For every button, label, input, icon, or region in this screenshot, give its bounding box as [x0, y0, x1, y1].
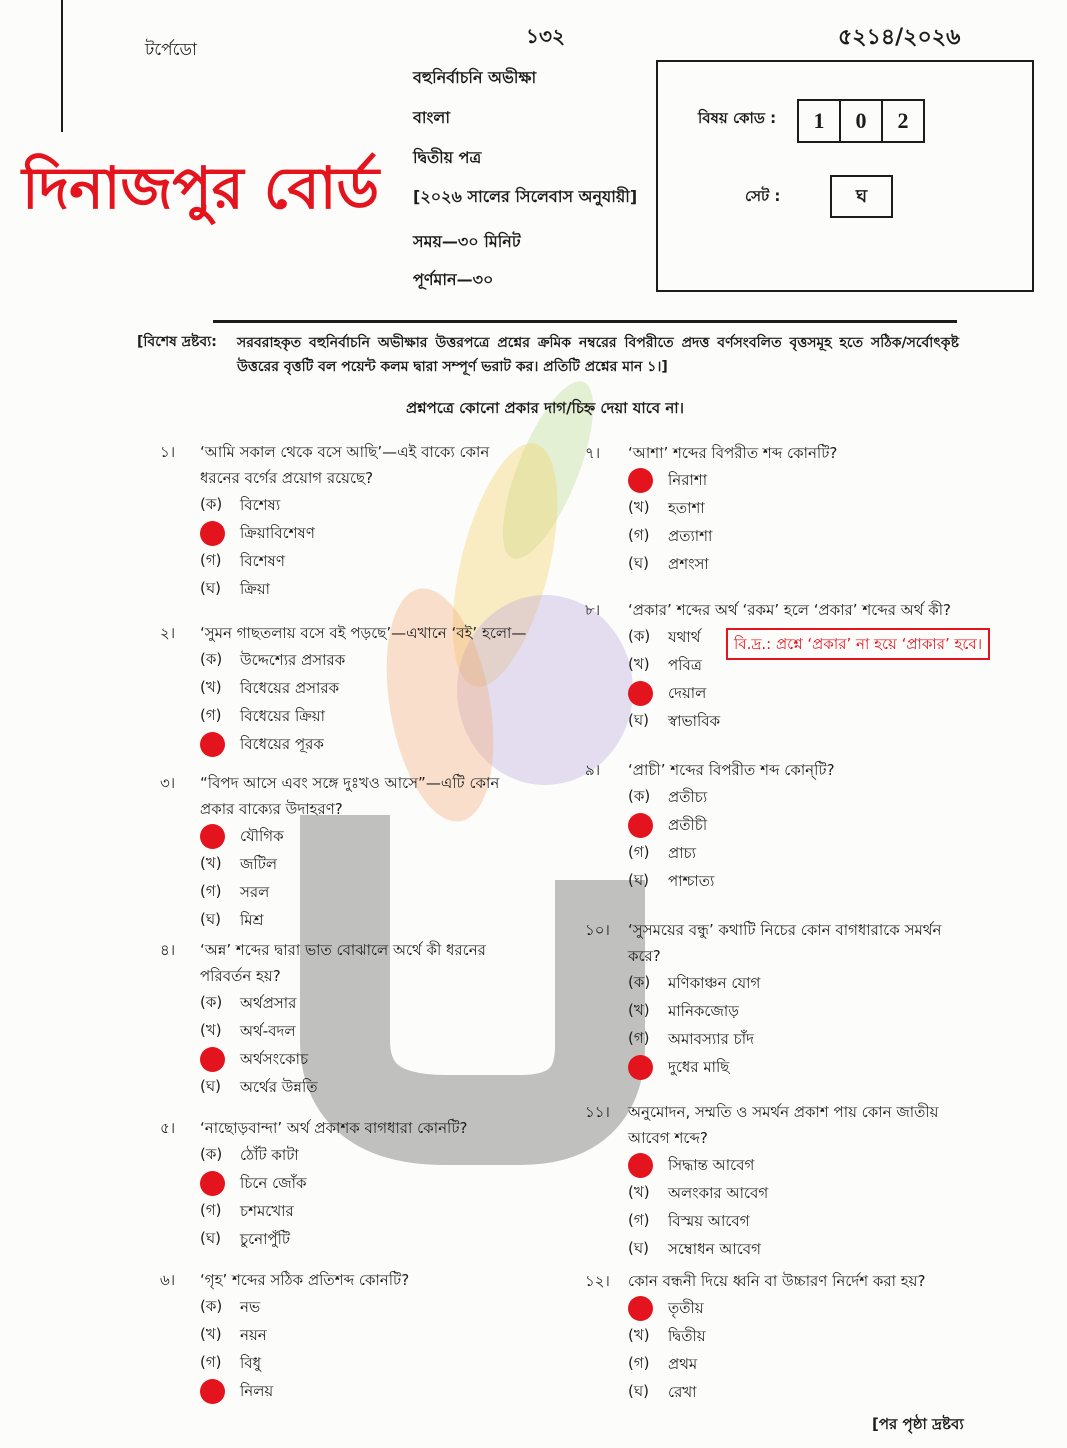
next-page-note: [পর পৃষ্ঠা দ্রষ্টব্য — [872, 1415, 964, 1433]
option-label: (ক) — [200, 992, 223, 1011]
option-text: নিরাশা — [668, 471, 708, 489]
option-label: (গ) — [628, 525, 650, 544]
question-12 — [585, 1268, 973, 1406]
option-row — [200, 1349, 530, 1377]
option-label: (গ) — [200, 1200, 222, 1219]
option-text: প্রতীচ্য — [668, 788, 708, 806]
question-number: ১১। — [585, 1103, 610, 1121]
option-text: মানিকজোড় — [668, 1002, 739, 1020]
option-row — [200, 519, 530, 547]
question-number: ১। — [160, 443, 176, 461]
question-text: ‘সুমন গাছতলায় বসে বই পড়ছে’—এখানে ‘বই’ হলো— — [200, 624, 527, 642]
option-text: বিধু — [240, 1354, 262, 1372]
option-text: দুধের মাছি — [668, 1058, 730, 1076]
question-2 — [160, 620, 530, 758]
option-text: অর্থের উন্নতি — [240, 1078, 318, 1096]
option-text: অর্থ-বদল — [240, 1022, 296, 1040]
question-text: অনুমোদন, সম্মতি ও সমর্থন প্রকাশ পায় কোন জাতীয় আবেগ শব্দে? — [628, 1103, 939, 1147]
subject-code-boxes — [797, 99, 925, 143]
option-label: (ঘ) — [628, 870, 649, 889]
question-number: ২। — [160, 624, 176, 642]
syllabus-note: [২০২৬ সালের সিলেবাস অনুযায়ী] — [413, 187, 638, 206]
question-number: ৮। — [585, 601, 601, 619]
answer-mark-dot — [200, 732, 225, 757]
option-row — [200, 1293, 530, 1321]
option-row — [200, 1141, 530, 1169]
option-label: (গ) — [628, 1028, 650, 1047]
option-text: অর্থসংকোচ — [240, 1050, 309, 1068]
option-text: অলংকার আবেগ — [668, 1184, 769, 1202]
option-row — [200, 1169, 530, 1197]
option-row — [628, 1294, 973, 1322]
question-10 — [585, 917, 973, 1081]
option-label: (ক) — [628, 626, 651, 645]
option-text: নভ — [240, 1298, 261, 1316]
option-row — [200, 850, 530, 878]
option-row — [200, 575, 530, 603]
option-row — [200, 491, 530, 519]
option-label: (খ) — [200, 1020, 222, 1039]
option-label: (গ) — [628, 1353, 650, 1372]
option-text: প্রতীচী — [668, 816, 708, 834]
option-text: মিশ্র — [240, 911, 264, 929]
question-number: ৯। — [585, 761, 601, 779]
exam-type: বহুনির্বাচনি অভীক্ষা — [413, 68, 537, 87]
option-row — [200, 702, 530, 730]
answer-mark-dot — [200, 824, 225, 849]
option-text: নিলয় — [240, 1382, 274, 1400]
question-text: ‘আশা’ শব্দের বিপরীত শব্দ কোনটি? — [628, 444, 838, 462]
option-label: (গ) — [628, 842, 650, 861]
option-label: (গ) — [200, 881, 222, 900]
answer-mark-dot — [200, 1171, 225, 1196]
option-text: হতাশা — [668, 499, 705, 517]
option-text: বিধেয়ের ক্রিয়া — [240, 707, 325, 725]
option-label: (ক) — [200, 1296, 223, 1315]
option-label: (খ) — [200, 677, 222, 696]
instructions-label: [বিশেষ দ্রষ্টব্য: — [137, 334, 217, 350]
option-label: (গ) — [200, 1352, 222, 1371]
option-row — [628, 839, 973, 867]
option-label: (গ) — [628, 1210, 650, 1229]
option-row — [200, 730, 530, 758]
question-11 — [585, 1099, 973, 1263]
subject-code-digit: 0 — [841, 101, 883, 141]
option-label: (ঘ) — [628, 710, 649, 729]
option-label: (ঘ) — [200, 909, 221, 928]
paper-name: দ্বিতীয় পত্র — [413, 148, 482, 167]
option-label: (খ) — [628, 497, 650, 516]
option-label: (ক) — [200, 649, 223, 668]
question-text: ‘প্রকার’ শব্দের অর্থ ‘রকম’ হলে ‘প্রকার’ শব্দের অর্থ কী? — [628, 601, 952, 619]
option-text: প্রথম — [668, 1355, 698, 1373]
option-text: প্রত্যাশা — [668, 527, 713, 545]
subject-code-digit: 2 — [897, 108, 909, 133]
question-text: ‘প্রাচী’ শব্দের বিপরীত শব্দ কোন্‌টি? — [628, 761, 835, 779]
option-label: (ক) — [200, 1144, 223, 1163]
answer-mark-dot — [200, 1047, 225, 1072]
question-4 — [160, 937, 530, 1101]
option-row — [628, 1207, 973, 1235]
option-text: বিস্ময় আবেগ — [668, 1212, 750, 1230]
option-row — [628, 1378, 973, 1406]
option-row — [628, 867, 973, 895]
question-number: ৪। — [160, 941, 176, 959]
answer-mark-dot — [628, 1055, 653, 1080]
option-row — [200, 674, 530, 702]
option-text: ক্রিয়া — [240, 580, 271, 598]
option-text: অর্থপ্রসার — [240, 994, 297, 1012]
page-number: ১৩২ — [526, 24, 565, 48]
option-text: যৌগিক — [240, 827, 284, 845]
option-row — [628, 1151, 973, 1179]
option-text: দেয়াল — [668, 684, 707, 702]
question-number: ৬। — [160, 1271, 176, 1289]
instructions-warning: প্রশ্নপত্রে কোনো প্রকার দাগ/চিহ্ন দেয়া যাবে না। — [405, 399, 685, 417]
option-text: প্রাচ্য — [668, 844, 696, 862]
subject-code-label: বিষয় কোড : — [698, 109, 777, 127]
question-text: ‘সুসময়ের বন্ধু’ কথাটি নিচের কোন বাগধারাকে সমর্থন করে? — [628, 921, 942, 965]
option-text: চশমখোর — [240, 1202, 294, 1220]
option-text: চিনে জোঁক — [240, 1174, 307, 1192]
option-row — [628, 969, 973, 997]
option-row — [628, 1025, 973, 1053]
option-label: (ঘ) — [628, 1381, 649, 1400]
option-row — [200, 1225, 530, 1253]
question-1 — [160, 439, 530, 603]
question-number: ১০। — [585, 921, 610, 939]
question-text: ‘অন্ন’ শব্দের দ্বারা ভাত বোঝালে অর্থে কী ধরনের পরিবর্তন হয়? — [200, 941, 486, 985]
option-text: সম্বোধন আবেগ — [668, 1240, 761, 1258]
option-label: (খ) — [628, 1325, 650, 1344]
option-row — [628, 466, 973, 494]
set-label: সেট : — [745, 187, 781, 205]
option-row — [200, 547, 530, 575]
answer-mark-dot — [628, 468, 653, 493]
option-row — [628, 1179, 973, 1207]
question-5 — [160, 1115, 530, 1253]
option-label: (খ) — [628, 654, 650, 673]
option-row — [628, 1235, 973, 1263]
question-number: ৭। — [585, 444, 601, 462]
option-row — [628, 707, 973, 735]
publisher-name: টর্পেডো — [145, 40, 197, 60]
set-value: ঘ — [830, 175, 893, 218]
answer-mark-dot — [200, 521, 225, 546]
option-text: তৃতীয় — [668, 1299, 704, 1317]
option-label: (গ) — [200, 550, 222, 569]
option-text: পাশ্চাত্য — [668, 872, 715, 890]
option-label: (ক) — [200, 494, 223, 513]
option-row — [200, 822, 530, 850]
option-text: মণিকাঞ্চন যোগ — [668, 974, 761, 992]
option-label: (গ) — [200, 705, 222, 724]
option-row — [628, 997, 973, 1025]
option-text: জটিল — [240, 855, 278, 873]
option-label: (ঘ) — [628, 553, 649, 572]
question-number: ৩। — [160, 774, 176, 792]
option-label: (ঘ) — [200, 1228, 221, 1247]
option-text: অমাবস্যার চাঁদ — [668, 1030, 754, 1048]
answer-mark-dot — [200, 1379, 225, 1404]
option-label: (খ) — [628, 1182, 650, 1201]
option-row — [200, 878, 530, 906]
question-text: ‘নাছোড়বান্দা’ অর্থ প্রকাশক বাগধারা কোনটি? — [200, 1119, 468, 1137]
option-label: (ঘ) — [628, 1238, 649, 1257]
option-text: বিশেষণ — [240, 552, 285, 570]
option-text: নয়ন — [240, 1326, 267, 1344]
option-row — [628, 783, 973, 811]
option-row — [628, 522, 973, 550]
option-label: (খ) — [200, 853, 222, 872]
answer-mark-dot — [628, 813, 653, 838]
question-3 — [160, 770, 530, 934]
divider — [213, 320, 957, 323]
answer-mark-dot — [628, 1296, 653, 1321]
option-label: (ক) — [628, 972, 651, 991]
option-row — [200, 1017, 530, 1045]
question-7 — [585, 440, 973, 578]
paper-code: ৫২১৪/২০২৬ — [838, 25, 961, 50]
option-text: স্বাভাবিক — [668, 712, 721, 730]
question-6 — [160, 1267, 530, 1405]
option-row — [628, 1053, 973, 1081]
question-8 — [585, 597, 973, 735]
margin-line — [61, 0, 63, 132]
question-number: ১২। — [585, 1272, 610, 1290]
option-text: সরল — [240, 883, 270, 901]
option-row — [628, 494, 973, 522]
board-title: দিনাজপুর বোর্ড — [22, 154, 380, 222]
option-label: (ঘ) — [200, 1076, 221, 1095]
option-text: যথার্থ — [668, 628, 701, 646]
option-label: (ঘ) — [200, 578, 221, 597]
option-row — [628, 679, 973, 707]
question-9 — [585, 757, 973, 895]
option-row — [628, 811, 973, 839]
option-row — [200, 646, 530, 674]
option-row — [628, 550, 973, 578]
option-text: ঠোঁট কাটা — [240, 1146, 299, 1164]
question-text: ‘আমি সকাল থেকে বসে আছি’—এই বাক্যে কোন ধরনের বর্গের প্রয়োগ রয়েছে? — [200, 443, 490, 487]
option-row — [200, 1377, 530, 1405]
option-text: ক্রিয়াবিশেষণ — [240, 524, 315, 542]
option-text: বিশেষ্য — [240, 496, 281, 514]
option-text: সিদ্ধান্ত আবেগ — [668, 1156, 755, 1174]
option-row — [200, 1045, 530, 1073]
question-text: “বিপদ আসে এবং সঙ্গে দুঃখও আসে”—এটি কোন প্রকার বাক্যের উদাহরণ? — [200, 774, 500, 818]
option-text: বিধেয়ের পূরক — [240, 735, 324, 753]
option-text: চুনোপুঁটি — [240, 1230, 291, 1248]
option-text: দ্বিতীয় — [668, 1327, 706, 1345]
option-text: পবিত্র — [668, 656, 702, 674]
option-text: উদ্দেশ্যের প্রসারক — [240, 651, 346, 669]
option-row — [200, 1197, 530, 1225]
full-marks: পূর্ণমান—৩০ — [413, 270, 494, 289]
option-row — [628, 1322, 973, 1350]
option-row — [200, 1321, 530, 1349]
option-row — [628, 1350, 973, 1378]
instructions-body: সরবরাহকৃত বহুনির্বাচনি অভীক্ষার উত্তরপত্রে প্রশ্নের ক্রমিক নম্বরের বিপরীতে প্রদত্ত বর্ণসংবলিত বৃত্তসমূহ হতে সঠিক/সর্বোৎকৃষ্ট উত্তরের বৃত্তটি বল পয়েন্ট কলম দ্বারা সম্পূর্ণ ভরাট কর। প্রতিটি প্রশ্নের মান ১।] — [237, 335, 959, 375]
option-row — [200, 989, 530, 1017]
question-text: কোন বন্ধনী দিয়ে ধ্বনি বা উচ্চারণ নির্দেশ করা হয়? — [628, 1272, 926, 1290]
option-text: প্রশংসা — [668, 555, 709, 573]
option-label: (ক) — [628, 786, 651, 805]
question-text: ‘গৃহ’ শব্দের সঠিক প্রতিশব্দ কোনটি? — [200, 1271, 410, 1289]
option-row — [200, 906, 530, 934]
option-text: রেখা — [668, 1383, 697, 1401]
option-text: বিধেয়ের প্রসারক — [240, 679, 340, 697]
correction-note: বি.দ্র.: প্রশ্নে ‘প্রকার’ না হয়ে ‘প্রাকার’ হবে। — [726, 628, 990, 660]
question-number: ৫। — [160, 1119, 176, 1137]
answer-mark-dot — [628, 1153, 653, 1178]
option-row — [200, 1073, 530, 1101]
subject-code-digit: 1 — [799, 101, 841, 141]
option-label: (খ) — [200, 1324, 222, 1343]
answer-mark-dot — [628, 681, 653, 706]
exam-time: সময়—৩০ মিনিট — [413, 232, 521, 251]
subject-name: বাংলা — [413, 108, 450, 127]
option-label: (খ) — [628, 1000, 650, 1019]
